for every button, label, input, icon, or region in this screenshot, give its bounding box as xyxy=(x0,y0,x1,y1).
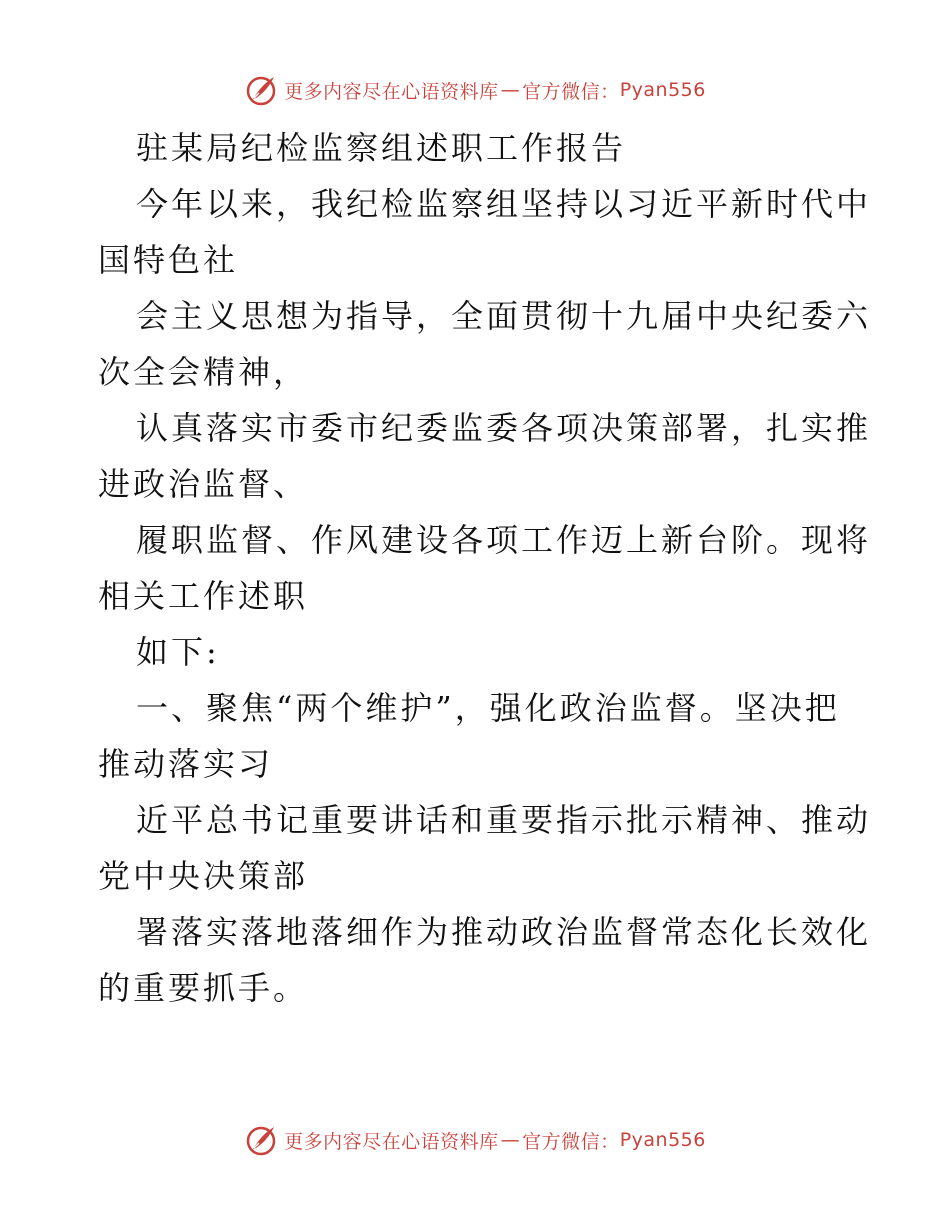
footer-watermark xyxy=(0,1120,950,1160)
watermark-text: 更多内容尽在心语资料库 xyxy=(284,1130,499,1153)
paragraph-line: 认真落实市委市纪委监委各项决策部署，扎实推 xyxy=(136,409,872,447)
watermark-separator: — xyxy=(500,1129,521,1151)
watermark-wechat-label: 官方微信： xyxy=(522,80,620,103)
paragraph-line: 一、聚焦“两个维护”，强化政治监督。坚决把 xyxy=(136,689,840,727)
watermark-wechat-id: Pyan556 xyxy=(619,79,706,101)
paragraph-line: 近平总书记重要讲话和重要指示批示精神、推动 xyxy=(136,801,872,839)
watermark-text: 更多内容尽在心语资料库 xyxy=(284,80,499,103)
document-body xyxy=(98,120,872,1016)
paragraph-line: 署落实落地落细作为推动政治监督常态化长效化 xyxy=(136,913,872,951)
paragraph-line: 党中央决策部 xyxy=(98,857,309,895)
header-watermark xyxy=(0,70,950,110)
paragraph-line: 推动落实习 xyxy=(98,745,274,783)
document-title: 驻某局纪检监察组述职工作报告 xyxy=(136,129,627,167)
paragraph-line: 的重要抓手。 xyxy=(98,969,309,1007)
quill-logo-icon xyxy=(244,1123,278,1157)
paragraph-line: 会主义思想为指导，全面贯彻十九届中央纪委六 xyxy=(136,297,872,335)
paragraph-line: 如下: xyxy=(136,633,220,671)
paragraph-line: 次全会精神， xyxy=(98,353,309,391)
paragraph-line: 相关工作述职 xyxy=(98,577,309,615)
paragraph-line: 履职监督、作风建设各项工作迈上新台阶。现将 xyxy=(136,521,872,559)
quill-logo-icon xyxy=(244,73,278,107)
paragraph-line: 国特色社 xyxy=(98,241,239,279)
watermark-wechat-label: 官方微信： xyxy=(522,1130,620,1153)
watermark-wechat-id: Pyan556 xyxy=(619,1129,706,1151)
paragraph-line: 进政治监督、 xyxy=(98,465,309,503)
watermark-separator: — xyxy=(500,79,521,101)
paragraph-line: 今年以来，我纪检监察组坚持以习近平新时代中 xyxy=(136,185,872,223)
